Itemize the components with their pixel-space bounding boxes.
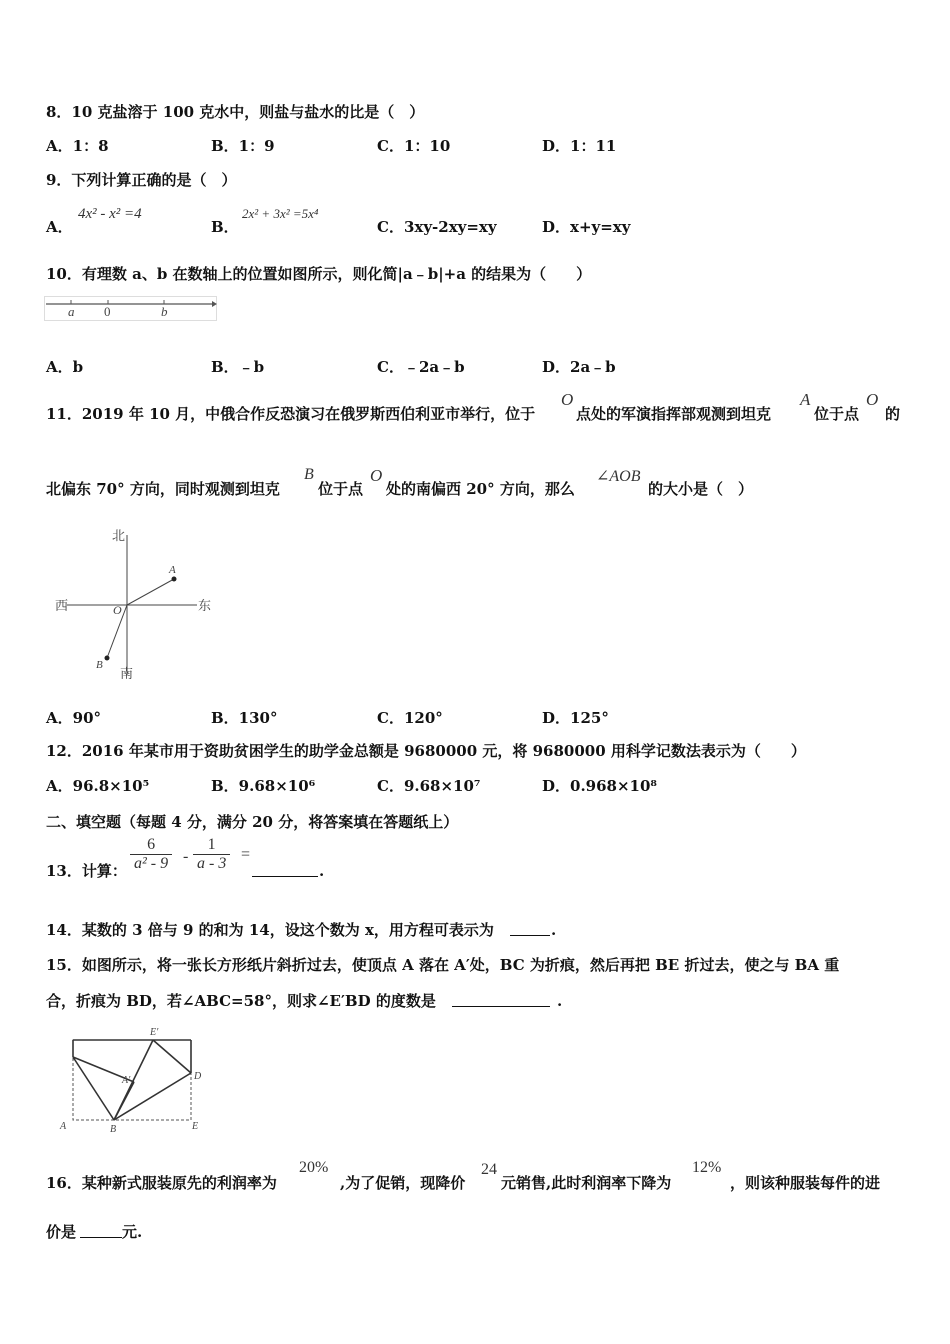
q11-line1-c: 位于点	[814, 405, 860, 423]
q13-answer-blank	[252, 862, 318, 877]
number-line-figure	[44, 296, 219, 322]
q11-option-d: D．125°	[542, 709, 609, 727]
axis-label-b: b	[161, 304, 168, 319]
q11-option-a: A．90°	[46, 709, 102, 727]
q11-sym-O-1: O	[561, 390, 574, 409]
q10-stem: 10．有理数 a、b 在数轴上的位置如图所示，则化简|a﹣b|+a 的结果为（ ）	[46, 265, 592, 283]
q13-frac1-numerator: 6	[147, 836, 156, 853]
q13-prefix: 13．计算：	[46, 862, 127, 880]
q11-sym-O-2: O	[866, 390, 879, 409]
q10-option-c: C．﹣2a﹣b	[377, 358, 465, 376]
q13-frac1-denominator: a² - 9	[130, 854, 172, 873]
q9-option-d: D．x+y=xy	[542, 218, 631, 236]
q9-stem: 9．下列计算正确的是（ ）	[46, 171, 237, 189]
q12-option-a: A．96.8×10⁵	[46, 777, 150, 795]
axis-label-zero: 0	[104, 304, 111, 319]
section-heading: 二、填空题（每题 4 分，满分 20 分，将答案填在答题纸上）	[46, 813, 459, 831]
q9-option-c: C．3xy-2xy=xy	[377, 218, 497, 236]
edge-E-prime-D	[153, 1040, 191, 1073]
q8-option-d: D．1：11	[542, 137, 617, 155]
q9-option-a: A．	[46, 218, 73, 236]
q16-value-24: 24	[481, 1161, 497, 1178]
q15-line2: 合，折痕为 BD，若∠ABC=58°，则求∠E′BD 的度数是	[46, 992, 436, 1010]
q16-line1-b: ,为了促销，现降价	[340, 1174, 466, 1192]
q15-end: .	[557, 992, 563, 1010]
q11-line2-a: 北偏东 70° 方向，同时观测到坦克	[46, 480, 280, 498]
q15-answer-blank	[452, 992, 550, 1007]
q14-stem: 14．某数的 3 倍与 9 的和为 14，设这个数为 x，用方程可表示为	[46, 921, 494, 939]
q11-sym-B: B	[304, 466, 314, 483]
point-B	[105, 656, 110, 661]
label-B: B	[110, 1124, 117, 1135]
q16-value-20pct: 20%	[299, 1159, 329, 1176]
q10-option-b: B．﹣b	[211, 358, 265, 376]
q16-line1-d: ，则该种服装每件的进	[730, 1174, 881, 1192]
q9-math-a: 4x² - x² =4	[78, 206, 142, 222]
q14-end: .	[551, 921, 557, 939]
label-east: 东	[198, 598, 212, 613]
q8-option-c: C．1：10	[377, 137, 451, 155]
q11-line1-d: 的	[885, 405, 901, 423]
q11-sym-A-1: A	[800, 390, 811, 409]
q16-line1-c: 元销售,此时利润率下降为	[501, 1174, 672, 1192]
label-point-B: B	[96, 659, 103, 671]
q11-line2-b: 位于点	[318, 480, 364, 498]
q11-angle-AOB: ∠AOB	[596, 468, 641, 485]
q16-answer-blank	[80, 1223, 122, 1238]
q13-fraction-1	[130, 836, 172, 873]
axis-label-a: a	[68, 304, 75, 319]
q12-option-d: D．0.968×10⁸	[542, 777, 657, 795]
label-A: A	[60, 1121, 67, 1132]
label-D: D	[194, 1071, 202, 1082]
q13-frac2-denominator: a - 3	[193, 854, 230, 873]
q9-option-b: B．	[211, 218, 239, 236]
point-A	[172, 577, 177, 582]
q16-value-12pct: 12%	[692, 1159, 722, 1176]
q11-line1-b: 点处的军演指挥部观测到坦克	[576, 405, 772, 423]
q16-line1-a: 16．某种新式服装原先的利润率为	[46, 1174, 277, 1192]
q11-option-b: B．130°	[211, 709, 278, 727]
q13-end: .	[319, 862, 325, 880]
q16-line2-b: 元.	[122, 1223, 143, 1241]
q12-option-b: B．9.68×10⁶	[211, 777, 316, 795]
label-south: 南	[120, 666, 134, 681]
q16-line2-a: 价是	[46, 1223, 77, 1241]
label-origin: O	[113, 603, 122, 617]
q11-line1-a: 11．2019 年 10 月，中俄合作反恐演习在俄罗斯西伯利亚市举行，位于	[46, 405, 536, 423]
label-E: E	[192, 1121, 199, 1132]
q10-option-d: D．2a﹣b	[542, 358, 616, 376]
label-west: 西	[55, 598, 69, 613]
q13-minus: -	[183, 848, 189, 865]
q9-math-b: 2x² + 3x² =5x⁴	[242, 206, 319, 221]
q10-option-a: A．b	[46, 358, 84, 376]
q12-option-c: C．9.68×10⁷	[377, 777, 481, 795]
q13-fraction-2	[193, 836, 230, 873]
q8-option-a: A．1：8	[46, 137, 109, 155]
q12-stem: 12．2016 年某市用于资助贫困学生的助学金总额是 9680000 元，将 9680000 用科学记数法表示为（ ）	[46, 742, 806, 760]
q13-equals: =	[241, 846, 251, 863]
q11-line2-d: 的大小是（ ）	[648, 480, 754, 498]
original-rectangle	[73, 1040, 191, 1120]
q13-frac2-numerator: 1	[207, 836, 216, 853]
q15-line1: 15．如图所示，将一张长方形纸片斜折过去，使顶点 A 落在 A′处，BC 为折痕，然后再把 BE 折过去，使之与 BA 重	[46, 956, 840, 974]
folded-paper-figure	[56, 1025, 216, 1135]
q11-option-c: C．120°	[377, 709, 443, 727]
compass-figure	[52, 525, 222, 685]
q8-stem: 8．10 克盐溶于 100 克水中，则盐与盐水的比是（ ）	[46, 103, 425, 121]
q11-sym-O-3: O	[370, 466, 383, 485]
q14-answer-blank	[510, 921, 550, 936]
label-north: 北	[112, 528, 126, 543]
q11-line2-c: 处的南偏西 20° 方向，那么	[386, 480, 575, 498]
label-A-prime: A′	[122, 1075, 131, 1086]
label-E-prime: E′	[150, 1027, 159, 1038]
q8-option-b: B．1：9	[211, 137, 275, 155]
label-point-A: A	[169, 564, 176, 576]
ray-OA	[127, 579, 174, 605]
fold-BC	[73, 1057, 114, 1120]
